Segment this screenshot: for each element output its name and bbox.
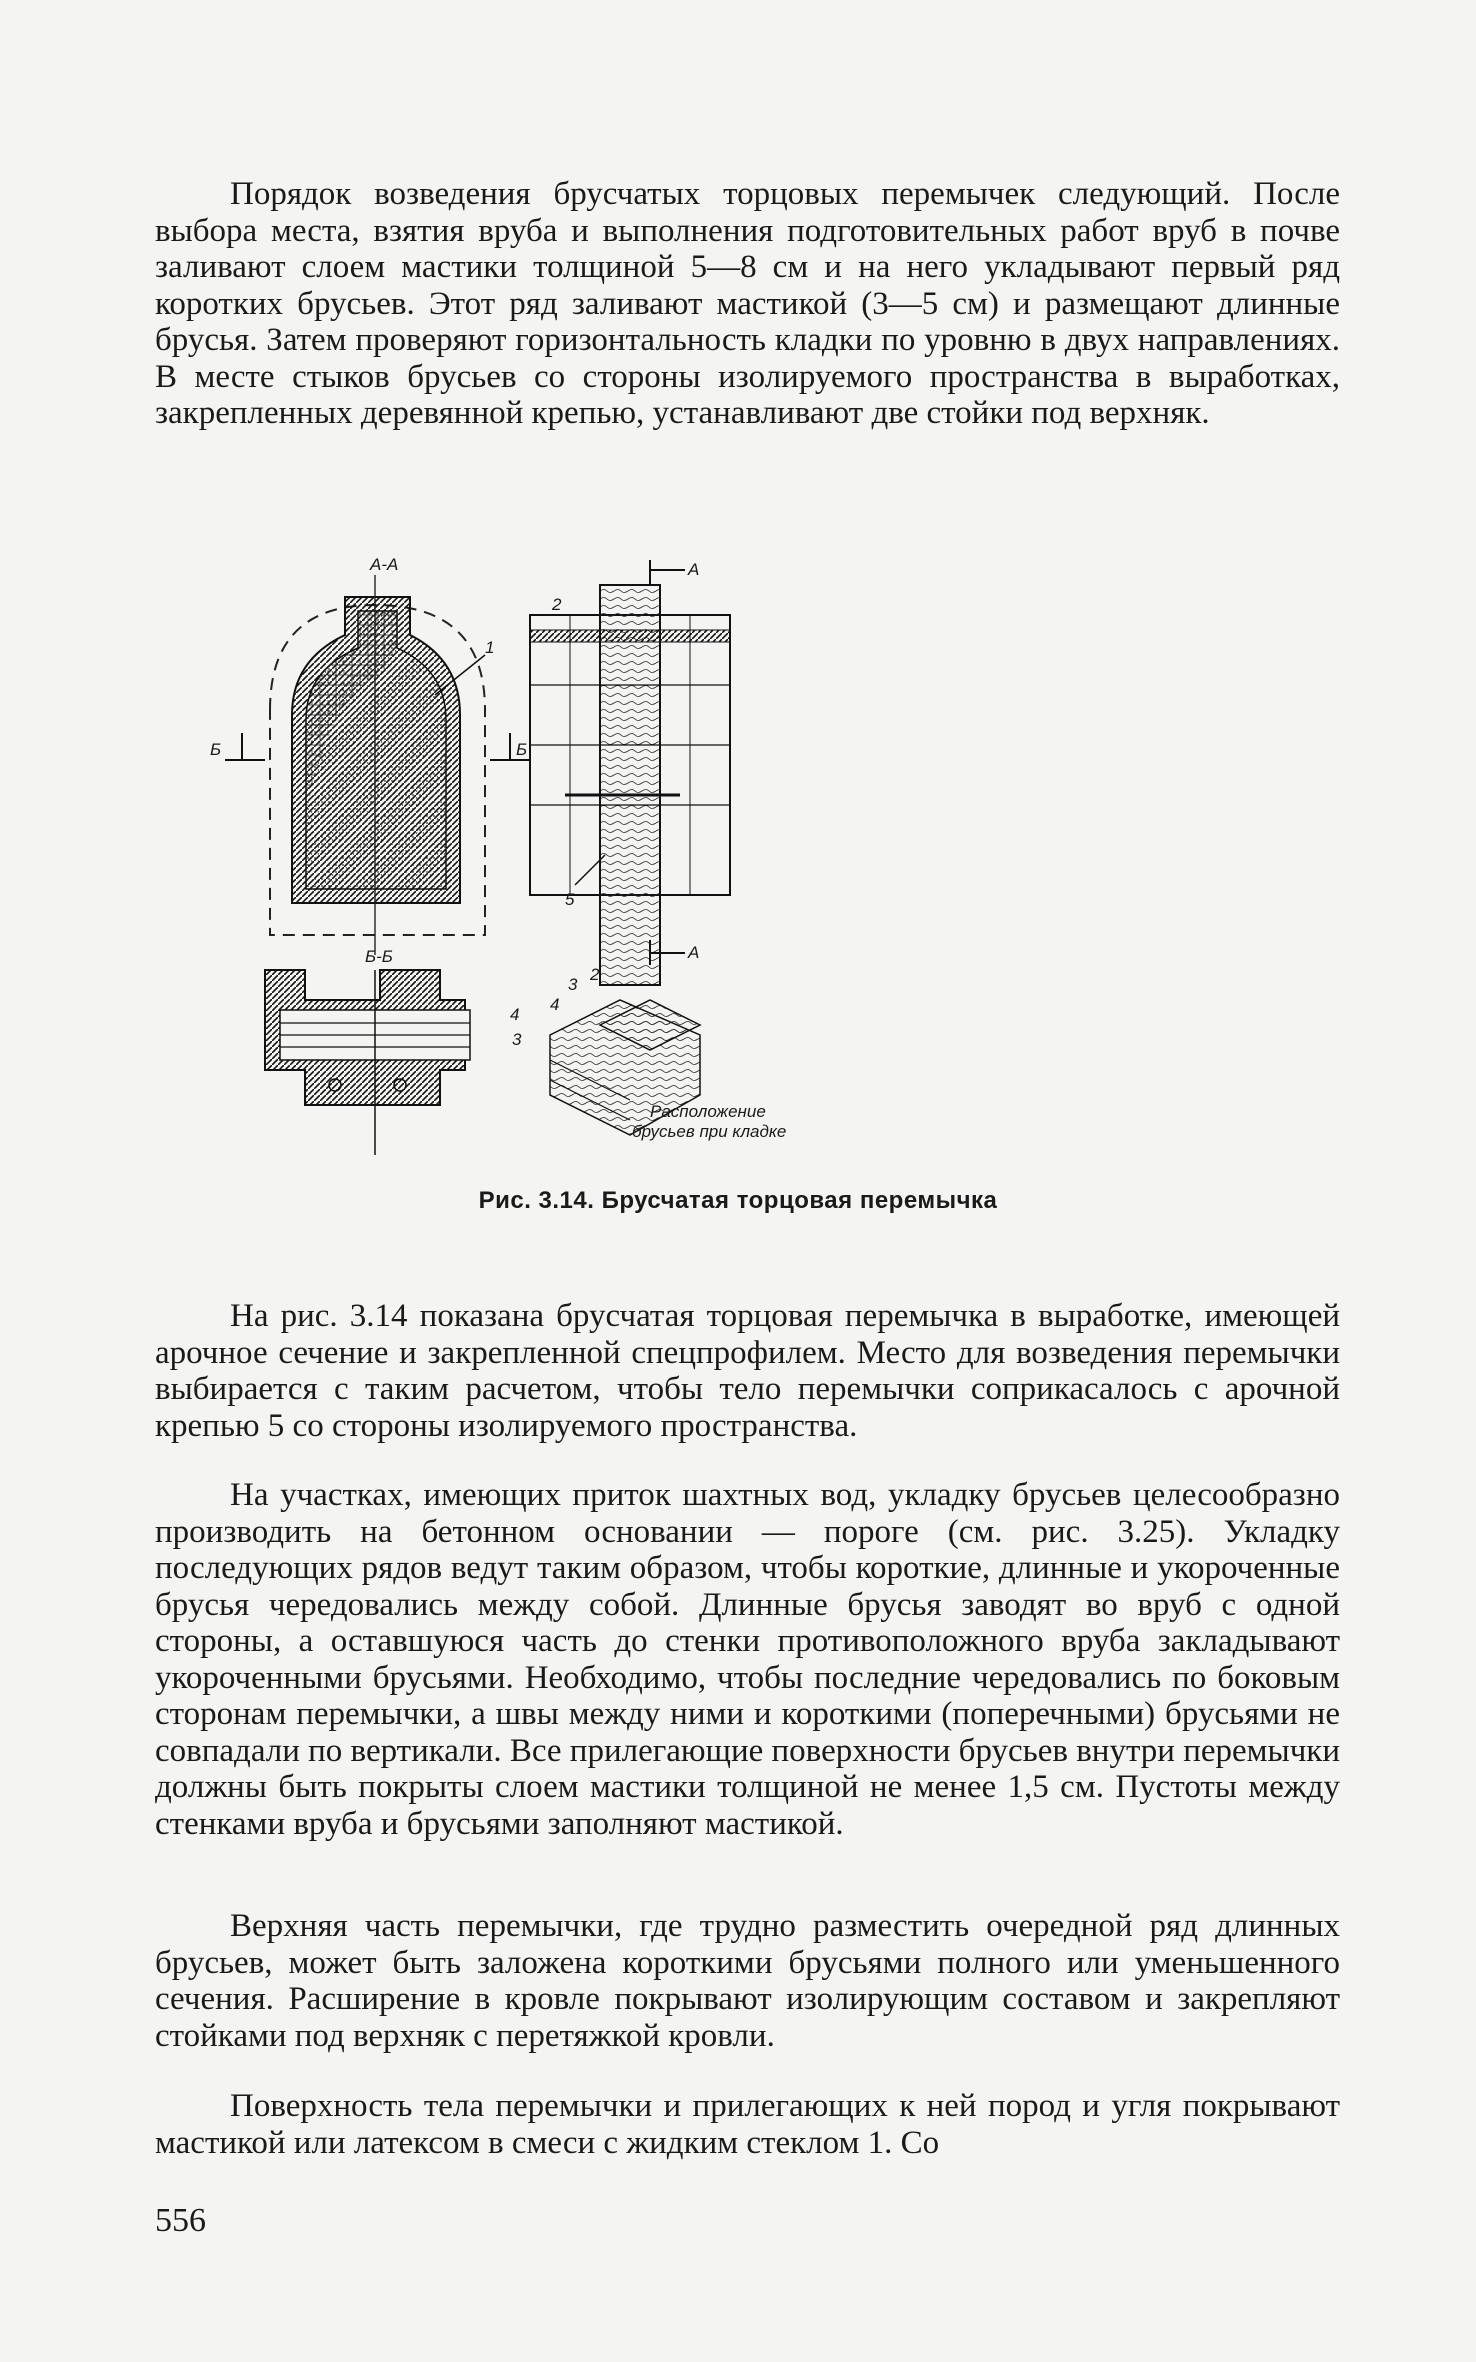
paragraph-2: На рис. 3.14 показана брусчатая торцовая перемычка в выработке, имеющей арочное сечение и закрепленной спецпрофилем. Место для возведения перемычки выбирается с таким расчетом, чтобы тело перемычки соприкасалось с арочной крепью 5 со стороны изолируемого пространства. <box>155 1298 1340 1444</box>
label-3-blocks: 3 <box>568 975 578 994</box>
paragraph-1: Порядок возведения брусчатых торцовых перемычек следующий. После выбора места, взятия вруба и выполнения подготовительных работ вруб в почве заливают слоем мастики толщиной 5—8 см и на него укладывают первый ряд коротких брусьев. Этот ряд заливают мастикой (3—5 см) и размещают длинные брусья. Затем проверяют горизонтальность кладки по уровню в двух направлениях. В месте стыков брусьев со стороны изолируемого пространства в выработках, закрепленных деревянной крепью, устанавливают две стойки под верхняк. <box>155 176 1340 431</box>
label-2-plan: 2 <box>552 595 562 614</box>
paragraph-4: Верхняя часть перемычки, где трудно разместить очередной ряд длинных брусьев, может быть заложена короткими брусьями полного или уменьшенного сечения. Расширение в кровле покрывают изолирующим составом и закрепляют стойками под верхняк с перетяжкой кровли. <box>155 1908 1340 2054</box>
label-4: 4 <box>510 1005 520 1024</box>
label-1: 1 <box>485 638 495 657</box>
figure-caption: Рис. 3.14. Брусчатая торцовая перемычка <box>478 1187 998 1214</box>
label-4-blocks: 4 <box>550 995 560 1014</box>
label-layout-line1: Расположение <box>650 1102 766 1121</box>
paragraph-3: На участках, имеющих приток шахтных вод, укладку брусьев целесообразно производить на бетонном основании — пороге (см. рис. 3.25). Укладку последующих рядов ведут таким образом, чтобы короткие, длинные и укороченные брусья чередовались между собой. Длинные брусья заводят во вруб с одной стороны, а оставшуюся часть до стенки противоположного вруба закладывают укороченными брусьями. Необходимо, чтобы последние чередовались по боковым сторонам перемычки, а швы между ними и короткими (поперечными) брусьями не совпадали по вертикали. Все прилегающие поверхности брусьев внутри перемычки должны быть покрыты слоем мастики толщиной не менее 1,5 см. Пустоты между стенками вруба и брусьями заполняют мастикой. <box>155 1477 1340 1842</box>
label-b-left: Б <box>210 740 222 759</box>
label-5: 5 <box>565 890 575 909</box>
label-a-bottom: А <box>688 943 700 962</box>
label-3-left: 3 <box>512 1030 522 1049</box>
paragraph-5: Поверхность тела перемычки и прилегающих к ней пород и угля покрывают мастикой или латексом в смеси с жидким стеклом 1. Со <box>155 2088 1340 2161</box>
section-aa-drawing <box>210 555 530 955</box>
label-a-top: А <box>688 560 700 579</box>
label-2-blocks: 2 <box>590 965 600 984</box>
section-bb-drawing <box>265 947 522 1155</box>
page-number: 556 <box>155 2202 206 2239</box>
label-section-aa: А-А <box>370 555 399 574</box>
label-section-bb: Б-Б <box>365 947 393 966</box>
plan-view-drawing <box>530 560 730 985</box>
figure-3-14 <box>210 555 1180 1160</box>
label-b-right: Б <box>516 740 528 759</box>
label-layout-line2: брусьев при кладке <box>632 1122 787 1141</box>
blocks-layout-drawing <box>550 965 786 1141</box>
